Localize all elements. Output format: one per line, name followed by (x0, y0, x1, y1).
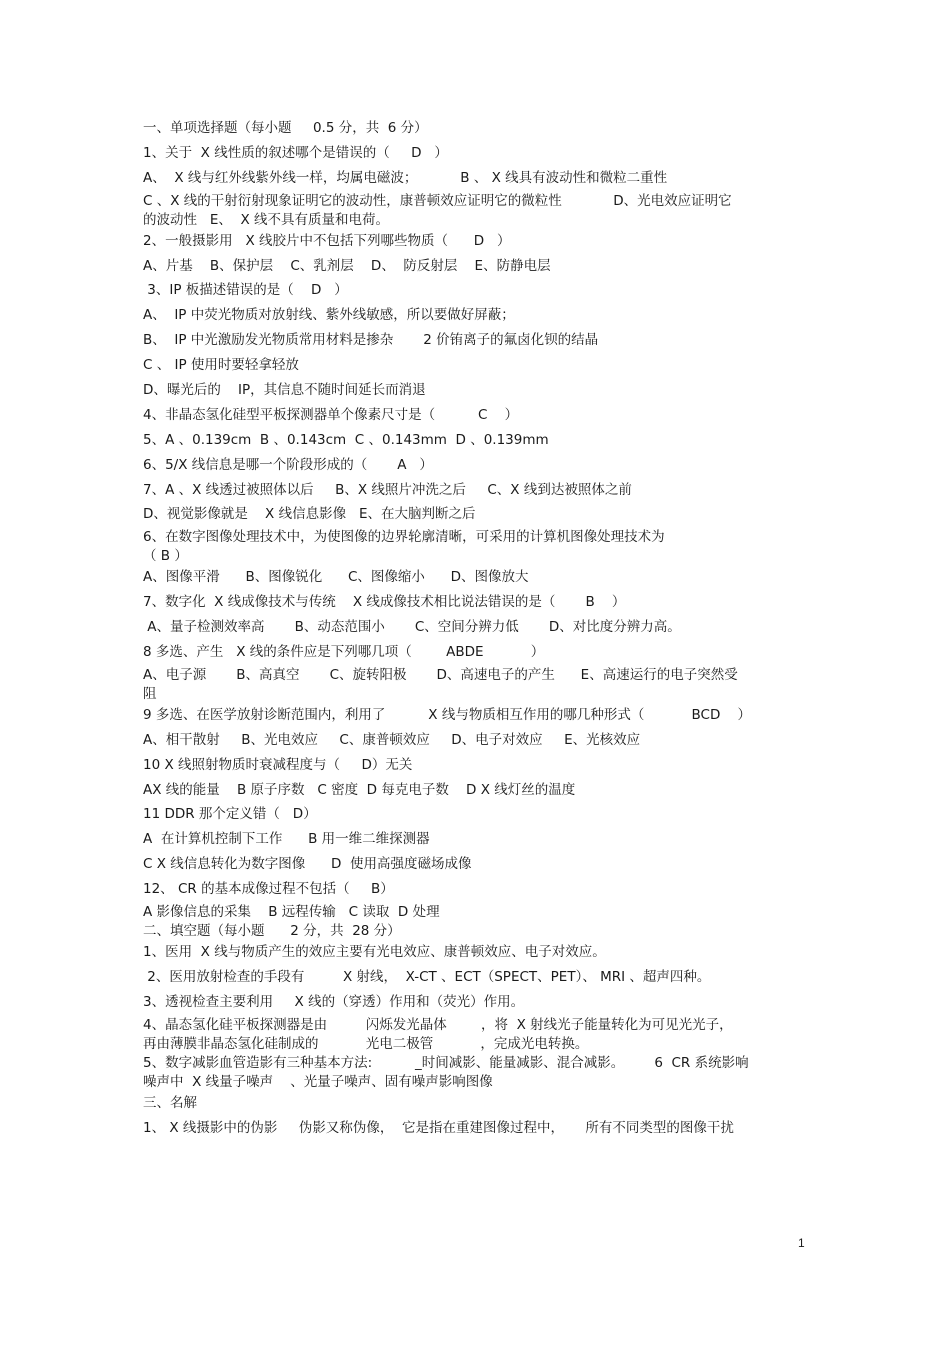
text-line: 1、关于 X 线性质的叙述哪个是错误的（ D ） (143, 144, 448, 161)
text-line: 一、单项选择题（每小题 0.5 分，共 6 分） (143, 120, 428, 136)
text-line: 6、在数字图像处理技术中，为使图像的边界轮廓清晰，可采用的计算机图像处理技术为 (143, 529, 665, 546)
document-body (143, 116, 808, 1141)
text-line: 阻 (143, 685, 157, 702)
text-line: A、电子源 B、高真空 C、旋转阳极 D、高速电子的产生 E、高速运行的电子突然受 (143, 666, 738, 683)
text-line: 6、5/X 线信息是哪一个阶段形成的（ A ） (143, 456, 433, 473)
text-line: A 影像信息的采集 B 远程传输 C 读取 D 处理 (143, 904, 440, 921)
text-line: 2、医用放射检查的手段有 X 射线， X-CT 、ECT（SPECT、PET）、 MRI 、超声四种。 (143, 968, 711, 985)
text-line: A、相干散射 B、光电效应 C、康普顿效应 D、电子对效应 E、光核效应 (143, 731, 641, 748)
text-line: 7、A 、X 线透过被照体以后 B、X 线照片冲洗之后 C、X 线到达被照体之前 (143, 481, 632, 498)
text-line: 3、IP 板描述错误的是（ D ） (143, 282, 348, 299)
text-line: （ B ） (143, 548, 188, 565)
text-line: B、 IP 中光激励发光物质常用材料是掺杂 2 价铕离子的氟卤化钡的结晶 (143, 332, 599, 349)
text-line: 7、数字化 X 线成像技术与传统 X 线成像技术相比说法错误的是（ B ） (143, 594, 626, 611)
text-line: A、 IP 中荧光物质对放射线、紫外线敏感，所以要做好屏蔽； (143, 307, 515, 324)
text-line: 8 多选、产生 X 线的条件应是下列哪几项（ ABDE ） (143, 644, 545, 661)
text-line: 12、 CR 的基本成像过程不包括（ B） (143, 881, 394, 898)
text-line: 4、非晶态氢化硅型平板探测器单个像素尺寸是（ C ） (143, 406, 519, 423)
text-line: 噪声中 X 线量子噪声 、光量子噪声、固有噪声影响图像 (143, 1073, 493, 1090)
text-line: 再由薄膜非晶态氢化硅制成的 光电二极管 ，完成光电转换。 (143, 1035, 589, 1052)
text-line: D、视觉影像就是 X 线信息影像 E、在大脑判断之后 (143, 506, 476, 523)
text-line: C 、X 线的干射衍射现象证明它的波动性，康普顿效应证明它的微粒性 D、光电效应证明它 (143, 192, 732, 209)
text-line: 2、一般摄影用 X 线胶片中不包括下列哪些物质（ D ） (143, 232, 511, 249)
text-line: 1、 X 线摄影中的伪影 伪影又称伪像， 它是指在重建图像过程中， 所有不同类型的图像干扰 (143, 1119, 734, 1136)
page-number: 1 (798, 1236, 805, 1250)
text-line: C X 线信息转化为数字图像 D 使用高强度磁场成像 (143, 856, 472, 873)
text-line: 10 X 线照射物质时衰减程度与（ D）无关 (143, 756, 413, 773)
text-line: 11 DDR 那个定义错（ D） (143, 806, 317, 823)
text-line: A 在计算机控制下工作 B 用一维二维探测器 (143, 831, 430, 848)
text-line: 1、医用 X 线与物质产生的效应主要有光电效应、康普顿效应、电子对效应。 (143, 944, 606, 961)
text-line: 9 多选、在医学放射诊断范围内，利用了 X 线与物质相互作用的哪几种形式（ BCD ） (143, 706, 752, 723)
text-line: A、量子检测效率高 B、动态范围小 C、空间分辨力低 D、对比度分辨力高。 (143, 619, 681, 636)
text-line: A、图像平滑 B、图像锐化 C、图像缩小 D、图像放大 (143, 569, 529, 586)
text-line: 二、填空题（每小题 2 分，共 28 分） (143, 923, 401, 940)
text-line: 3、透视检查主要利用 X 线的（穿透）作用和（荧光）作用。 (143, 993, 525, 1010)
text-line: 4、晶态氢化硅平板探测器是由 闪烁发光晶体 ，将 X 射线光子能量转化为可见光光子， (143, 1016, 733, 1033)
text-line: AX 线的能量 B 原子序数 C 密度 D 每克电子数 D X 线灯丝的温度 (143, 781, 576, 798)
text-line: A、片基 B、保护层 C、乳剂层 D、 防反射层 E、防静电层 (143, 257, 551, 274)
text-line: D、曝光后的 IP，其信息不随时间延长而消退 (143, 382, 426, 399)
text-line: 三、名解 (143, 1094, 197, 1111)
text-line: 5、数字减影血管造影有三种基本方法: _时间减影、能量减影、混合减影。 6 CR 系统影响 (143, 1054, 749, 1071)
text-line: C 、 IP 使用时要轻拿轻放 (143, 357, 299, 374)
text-line: 5、A 、0.139cm B 、0.143cm C 、0.143mm D 、0.139mm (143, 431, 549, 448)
text-line: 的波动性 E、 X 线不具有质量和电荷。 (143, 211, 390, 228)
text-line: A、 X 线与红外线紫外线一样，均属电磁波； B 、 X 线具有波动性和微粒二重性 (143, 169, 668, 186)
